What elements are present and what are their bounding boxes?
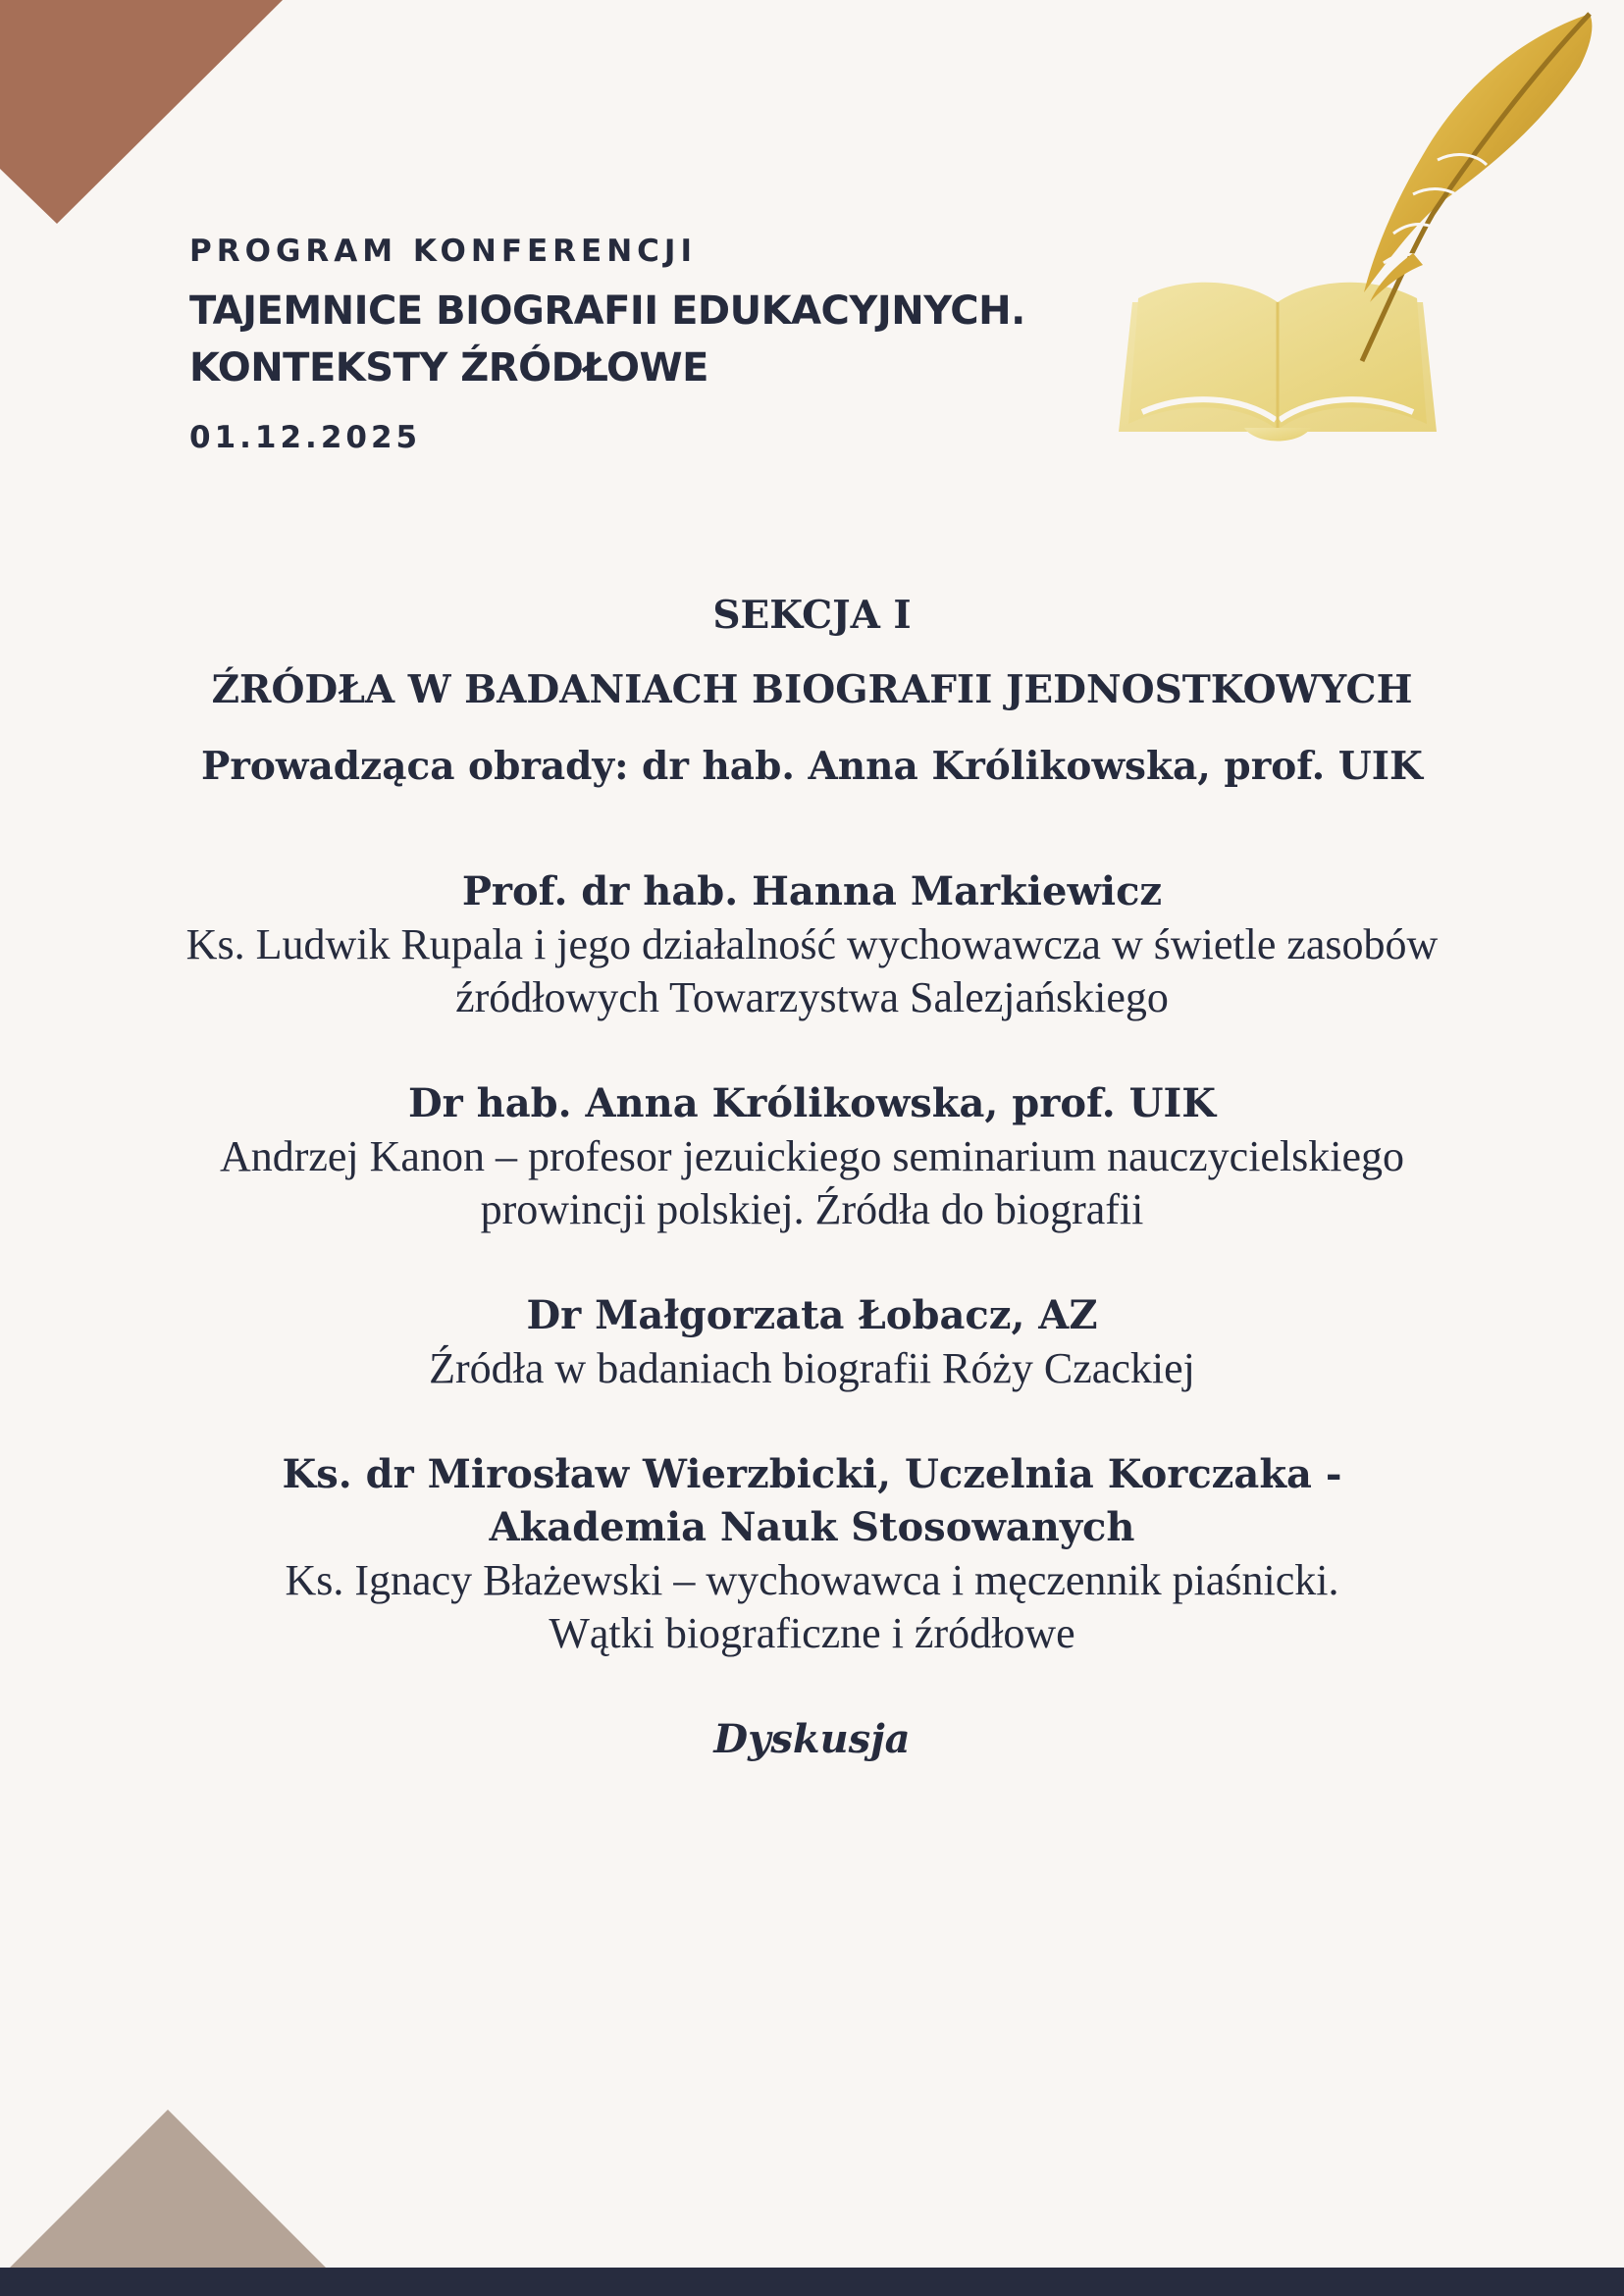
talk-speaker: Dr Małgorzata Łobacz, AZ <box>526 1292 1098 1338</box>
conference-title <box>189 283 1025 396</box>
talk-title: Ks. Ignacy Błażewski – wychowawca i męczennik piaśnicki. Wątki biograficzne i źródłowe <box>285 1556 1339 1657</box>
conference-title-line-1: TAJEMNICE BIOGRAFII EDUKACYJNYCH. <box>189 288 1025 334</box>
conference-header <box>189 228 1025 461</box>
corner-decoration-bottom <box>0 2108 334 2270</box>
discussion-label: Dyskusja <box>713 1716 911 1762</box>
talk-title: Źródła w badaniach biografii Róży Czackiej <box>429 1344 1195 1392</box>
talk-item <box>79 865 1545 1024</box>
program-kicker: PROGRAM KONFERENCJI <box>189 234 697 269</box>
talk-list <box>79 865 1545 1766</box>
bottom-bar <box>0 2268 1624 2296</box>
talk-speaker: Prof. dr hab. Hanna Markiewicz <box>461 868 1163 914</box>
section-number: SEKCJA I <box>712 593 912 638</box>
section-chair: Prowadząca obrady: dr hab. Anna Królikowska, prof. UIK <box>201 744 1423 789</box>
talk-speaker: Ks. dr Mirosław Wierzbicki, Uczelnia Korczaka - Akademia Nauk Stosowanych <box>282 1451 1342 1550</box>
section-program <box>79 579 1545 1766</box>
talk-speaker: Dr hab. Anna Królikowska, prof. UIK <box>407 1080 1216 1126</box>
conference-title-line-2: KONTEKSTY ŹRÓDŁOWE <box>189 345 708 391</box>
corner-decoration-top <box>0 0 285 226</box>
book-quill-illustration <box>1099 8 1609 459</box>
section-title: ŹRÓDŁA W BADANIACH BIOGRAFII JEDNOSTKOWYCH <box>211 667 1413 712</box>
talk-item <box>79 1448 1545 1660</box>
talk-item <box>79 1289 1545 1395</box>
talk-title: Andrzej Kanon – profesor jezuickiego seminarium nauczycielskiego prowincji polskiej. Źródła do biografii <box>219 1132 1405 1233</box>
talk-item <box>79 1077 1545 1236</box>
talk-title: Ks. Ludwik Rupala i jego działalność wychowawcza w świetle zasobów źródłowych Towarzystwa Salezjańskiego <box>185 920 1439 1021</box>
conference-date: 01.12.2025 <box>189 420 422 455</box>
